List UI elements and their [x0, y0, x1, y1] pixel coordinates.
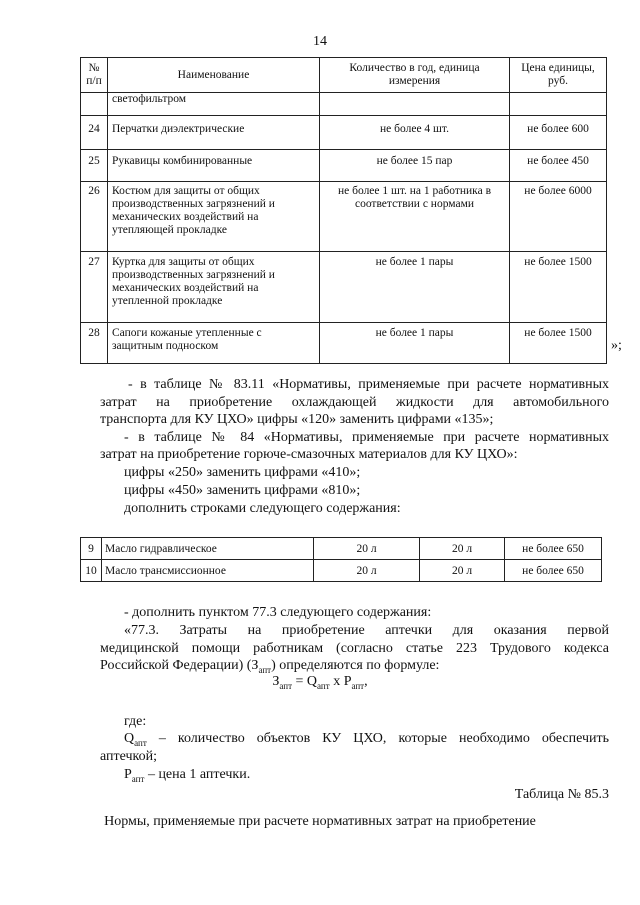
table-cell-number: 25 — [81, 150, 108, 182]
table-cell-price: не более 650 — [505, 538, 602, 560]
subscript: апт — [131, 773, 145, 784]
paragraph-line: «77.3. Затраты на приобретение аптечки для оказания первой — [124, 623, 609, 638]
text-run: Q — [124, 731, 135, 746]
table-cell-quantity: 20 л — [420, 560, 505, 582]
table-header-row — [81, 58, 607, 93]
table-cell-name: Масло гидравлическое — [102, 538, 314, 560]
table-cell-name: Перчатки диэлектрические — [108, 116, 320, 150]
table-cell-number: 27 — [81, 252, 108, 323]
table-cell-quantity: 20 л — [420, 538, 505, 560]
header-quantity: Количество в год, единица измерения — [320, 58, 510, 93]
text-run: – цена 1 аптечки. — [144, 767, 251, 782]
section-title: Нормы, применяемые при расчете нормативных затрат на приобретение — [104, 814, 536, 829]
table-cell-price: не более 1500 — [510, 252, 607, 323]
paragraph-line — [124, 730, 609, 752]
table-row — [81, 150, 607, 182]
paragraph-line: - дополнить пунктом 77.3 следующего содержания: — [124, 605, 432, 620]
table-cell-name: Куртка для защиты от общих производственных загрязнений и механических воздействий на утепленной прокладке — [108, 252, 320, 323]
table-row — [81, 252, 607, 323]
table-cell-name: светофильтром — [108, 93, 320, 116]
table-cell-name: Сапоги кожаные утепленные с защитным подноском — [108, 323, 320, 364]
table-cell-number: 28 — [81, 323, 108, 364]
table-cell-price: не более 1500 — [510, 323, 607, 364]
text-run: P — [124, 767, 132, 782]
table-row — [81, 116, 607, 150]
table-cell-quantity: не более 1 пары — [320, 252, 510, 323]
subscript: апт — [134, 737, 147, 748]
table-cell-price: не более 6000 — [510, 182, 607, 252]
table-row — [81, 182, 607, 252]
formula-part: З — [272, 674, 280, 689]
paragraph-line: дополнить строками следующего содержания: — [124, 501, 401, 516]
header-price: Цена единицы, руб. — [510, 58, 607, 93]
text-run: Российской Федерации) (З — [100, 658, 259, 673]
table-label: Таблица № 85.3 — [514, 787, 609, 802]
table-cell-quantity: не более 15 пар — [320, 150, 510, 182]
table-row — [81, 93, 607, 116]
subscript: апт — [279, 680, 293, 691]
paragraph-line: - в таблице № 84 «Нормативы, применяемые при расчете нормативных — [124, 430, 609, 445]
formula-part: х P — [329, 674, 352, 689]
paragraph-line: аптечкой; — [100, 749, 158, 764]
formula — [0, 674, 640, 691]
table-row — [81, 323, 607, 364]
table-cell-quantity: 20 л — [314, 538, 420, 560]
page-number: 14 — [313, 34, 327, 49]
table-cell — [510, 93, 607, 116]
header-name: Наименование — [108, 58, 320, 93]
formula-part: = Q — [292, 674, 318, 689]
formula-part: , — [364, 674, 368, 689]
text-run: ) определяются по формуле: — [271, 658, 440, 673]
table-cell-quantity: не более 1 шт. на 1 работника в соответствии с нормами — [320, 182, 510, 252]
subscript: апт — [317, 680, 330, 691]
table-cell-number: 10 — [81, 560, 102, 582]
table-cell-number: 26 — [81, 182, 108, 252]
subscript: апт — [351, 680, 365, 691]
table-cell-name: Костюм для защиты от общих производственных загрязнений и механических воздействий на утепляющей прокладке — [108, 182, 320, 252]
paragraph-line: затрат на приобретение охлаждающей жидкости для автомобильного — [100, 395, 609, 410]
table-cell-name: Масло трансмиссионное — [102, 560, 314, 582]
fuel-lubricants-table — [80, 537, 602, 582]
paragraph-line — [124, 766, 250, 788]
table-row — [81, 538, 602, 560]
table-cell-price: не более 450 — [510, 150, 607, 182]
paragraph-line: цифры «250» заменить цифрами «410»; — [124, 465, 361, 480]
table-cell-quantity: не более 1 пары — [320, 323, 510, 364]
table-row — [81, 560, 602, 582]
table-cell-quantity: 20 л — [314, 560, 420, 582]
paragraph-line: - в таблице № 83.11 «Нормативы, применяемые при расчете нормативных — [128, 377, 609, 392]
table-cell-number: 24 — [81, 116, 108, 150]
ppe-norms-table — [80, 57, 607, 364]
table-cell-price: не более 650 — [505, 560, 602, 582]
text-run: – количество объектов КУ ЦХО, которые необходимо обеспечить — [146, 731, 609, 746]
header-number: № п/п — [81, 58, 108, 93]
table-cell — [320, 93, 510, 116]
paragraph-line: где: — [124, 714, 147, 729]
table-cell-price: не более 600 — [510, 116, 607, 150]
table-cell-quantity: не более 4 шт. — [320, 116, 510, 150]
subscript: апт — [258, 664, 272, 675]
table-cell-number: 9 — [81, 538, 102, 560]
closing-quote: »; — [611, 338, 622, 353]
paragraph-line: транспорта для КУ ЦХО» цифры «120» заменить цифрами «135»; — [100, 412, 494, 427]
paragraph-line: затрат на приобретение горюче-смазочных материалов для КУ ЦХО»: — [100, 447, 518, 462]
table-cell-name: Рукавицы комбинированные — [108, 150, 320, 182]
table-cell — [81, 93, 108, 116]
paragraph-line: цифры «450» заменить цифрами «810»; — [124, 483, 361, 498]
paragraph-line: медицинской помощи работникам (согласно статье 223 Трудового кодекса — [100, 641, 609, 656]
